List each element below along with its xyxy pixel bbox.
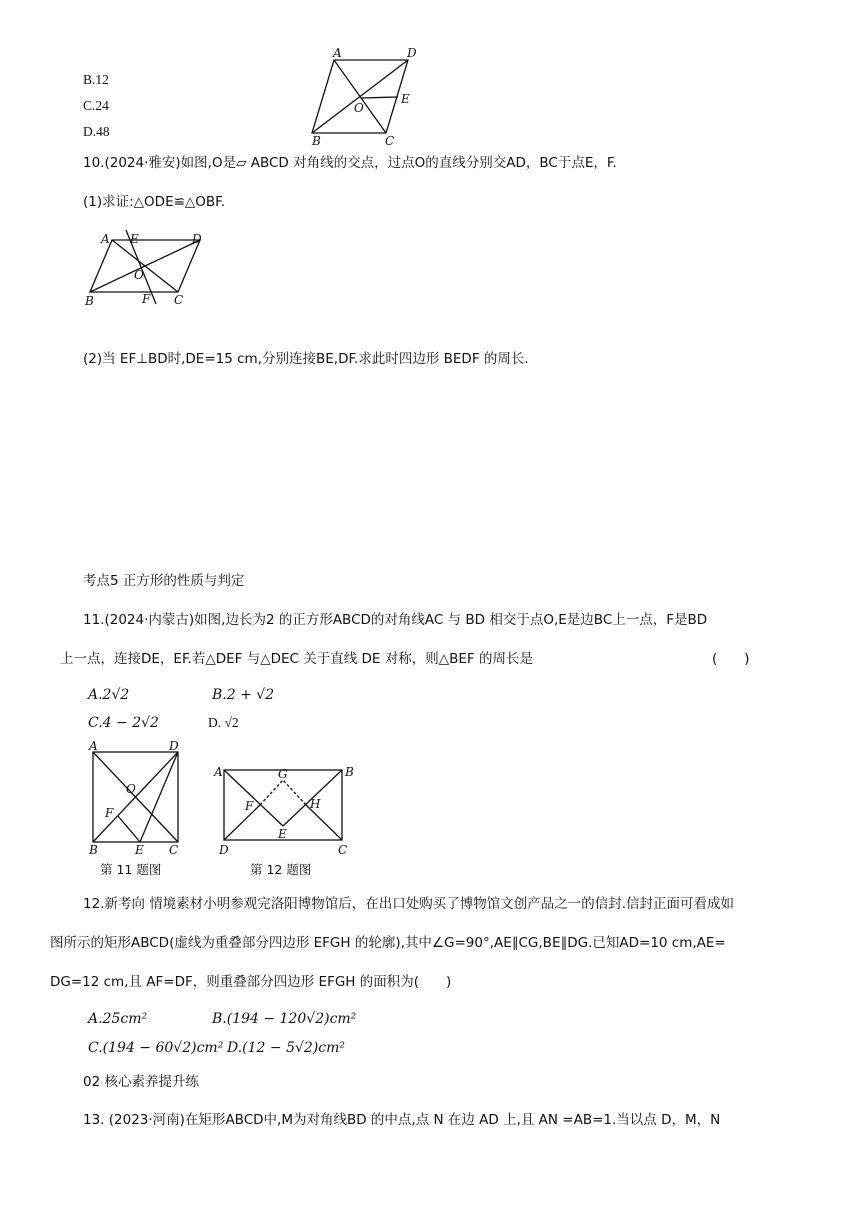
q9-label-b: B — [312, 134, 321, 148]
q12-label-a: A — [214, 765, 223, 779]
q10-label-f: F — [142, 292, 151, 306]
q10-label-b: B — [85, 294, 94, 308]
q11-label-f: F — [105, 806, 114, 820]
q10-figure — [82, 228, 212, 310]
q9-option-d: D.48 — [83, 124, 110, 139]
q11-answer-paren: ( ) — [712, 651, 750, 667]
q11-label-o: O — [126, 782, 136, 796]
q11-line-1: 11.(2024·内蒙古)如图,边长为2 的正方形ABCD的对角线AC 与 BD 相交于点O,E是边BC上一点，F是BD — [83, 612, 708, 628]
q11-label-e: E — [135, 843, 144, 857]
q12-label-c: C — [338, 843, 348, 857]
q12-line-1: 12.新考向 情境素材小明参观完洛阳博物馆后，在出口处购买了博物馆文创产品之一的信封.信封正面可看成如 — [83, 896, 735, 912]
q11-figure — [85, 740, 185, 855]
q9-label-d: D — [407, 46, 417, 60]
q11-label-d: D — [169, 739, 179, 753]
q11-label-c: C — [169, 843, 179, 857]
q11-option-b: B.2 + √2 — [212, 687, 275, 703]
q9-figure — [300, 45, 430, 150]
q9-label-a: A — [333, 46, 342, 60]
q12-label-f: F — [245, 799, 254, 813]
q12-label-h: H — [310, 797, 321, 811]
q10-label-d: D — [192, 232, 202, 246]
q11-option-a: A.2√2 — [88, 687, 130, 703]
q12-option-b: B.(194 − 120√2)cm² — [212, 1011, 357, 1027]
q12-line-2: 图所示的矩形ABCD(虚线为重叠部分四边形 EFGH 的轮廓),其中∠G=90°,AE∥CG,BE∥DG.已知AD=10 cm,AE= — [50, 935, 726, 951]
section-02-heading: 02 核心素养提升练 — [83, 1074, 199, 1090]
q12-option-a: A.25cm² — [88, 1011, 148, 1027]
q12-option-c: C.(194 − 60√2)cm² — [88, 1040, 224, 1056]
q11-label-a: A — [89, 739, 98, 753]
q10-part1: (1)求证:△ODE≌△OBF. — [83, 194, 226, 210]
q12-option-d: D.(12 − 5√2)cm² — [227, 1040, 346, 1056]
q10-label-c: C — [174, 293, 184, 307]
q12-line-3: DG=12 cm,且 AF=DF，则重叠部分四边形 EFGH 的面积为( ) — [50, 974, 452, 990]
q9-option-b: B.12 — [83, 72, 109, 87]
section-5-heading: 考点5 正方形的性质与判定 — [83, 573, 245, 589]
q9-label-e: E — [401, 92, 410, 106]
q9-option-c: C.24 — [83, 98, 109, 113]
q10-label-o: O — [134, 268, 144, 282]
q11-figure-caption: 第 11 题图 — [100, 862, 162, 877]
q12-label-d: D — [219, 843, 229, 857]
q9-label-o: O — [354, 101, 364, 115]
q11-line-2: 上一点，连接DE，EF.若△DEF 与△DEC 关于直线 DE 对称，则△BEF 的周长是 — [60, 651, 533, 667]
q12-figure — [212, 758, 362, 858]
q13-line-1: 13. (2023·河南)在矩形ABCD中,M为对角线BD 的中点,点 N 在边 AD 上,且 AN =AB=1.当以点 D，M，N — [83, 1112, 721, 1128]
q11-label-b: B — [89, 843, 98, 857]
q10-label-e: E — [130, 232, 139, 246]
q12-figure-caption: 第 12 题图 — [250, 862, 312, 877]
q10-label-a: A — [101, 232, 110, 246]
q10-part2: (2)当 EF⊥BD时,DE=15 cm,分别连接BE,DF.求此时四边形 BEDF 的周长. — [83, 351, 529, 367]
q11-option-c: C.4 − 2√2 — [88, 715, 159, 731]
q10-stem: 10.(2024·雅安)如图,O是▱ ABCD 对角线的交点，过点O的直线分别交AD，BC于点E，F. — [83, 155, 617, 171]
q12-label-b: B — [345, 765, 354, 779]
q9-label-c: C — [385, 134, 395, 148]
q12-label-e: E — [278, 827, 287, 841]
q12-label-g: G — [278, 767, 288, 781]
q11-option-d: D. √2 — [208, 715, 239, 730]
